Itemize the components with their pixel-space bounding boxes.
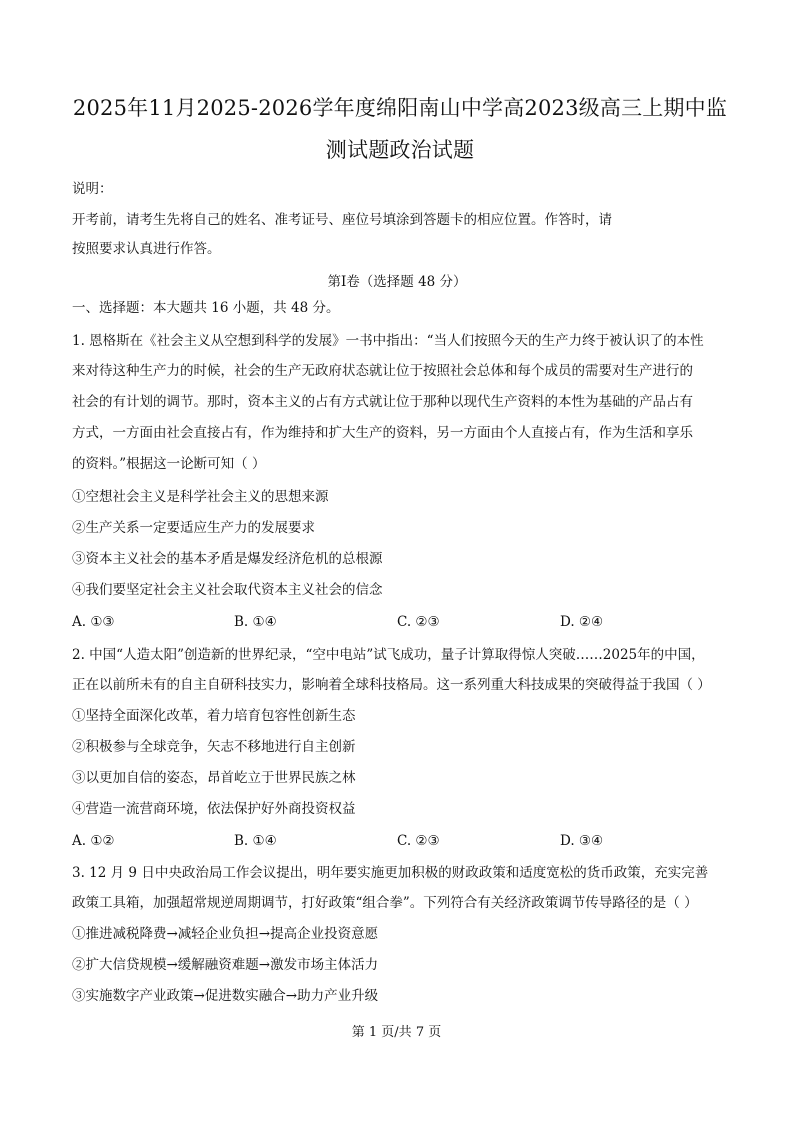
q1-stem-line-1: 1. 恩格斯在《社会主义从空想到科学的发展》一书中指出：“当人们按照今天的生产力终于被认识了的本性 [72, 333, 704, 349]
q3-item-2: ②扩大信贷规模→缓解融资难题→激发市场主体活力 [72, 957, 379, 973]
q2-option-d[interactable]: D. ③④ [560, 833, 604, 849]
q1-option-b[interactable]: B. ①④ [234, 614, 277, 630]
exam-title-line-1: 2025年11月2025-2026学年度绵阳南山中学高2023级高三上期中监 [72, 96, 728, 120]
q3-item-3: ③实施数字产业政策→促进数实融合→助力产业升级 [72, 988, 379, 1004]
q1-stem-line-4: 方式，一方面由社会直接占有，作为维持和扩大生产的资料，另一方面由个人直接占有，作为生活和享乐 [72, 425, 693, 441]
q2-option-c[interactable]: C. ②③ [397, 833, 440, 849]
q1-item-2: ②生产关系一定要适应生产力的发展要求 [72, 520, 315, 536]
q1-option-c[interactable]: C. ②③ [397, 614, 440, 630]
q2-stem-line-1: 2. 中国“人造太阳”创造新的世界纪录，“空中电站”试飞成功，量子计算取得惊人突破……2025年的中国， [72, 647, 705, 663]
q2-option-b[interactable]: B. ①④ [234, 833, 277, 849]
q1-option-a[interactable]: A. ①③ [72, 614, 115, 630]
q2-item-2: ②积极参与全球竞争，矢志不移地进行自主创新 [72, 739, 356, 755]
q1-stem-line-3: 社会的有计划的调节。那时，资本主义的占有方式就让位于那种以现代生产资料的本性为基础的产品占有 [72, 394, 693, 410]
q2-item-1: ①坚持全面深化改革，着力培育包容性创新生态 [72, 708, 356, 724]
q2-item-3: ③以更加自信的姿态，昂首屹立于世界民族之林 [72, 770, 356, 786]
page-footer: 第 1 页/共 7 页 [351, 1025, 442, 1040]
section-heading: 一、选择题：本大题共 16 小题，共 48 分。 [72, 300, 340, 316]
volume-heading: 第Ⅰ卷（选择题 48 分） [327, 274, 467, 290]
q1-option-d[interactable]: D. ②④ [560, 614, 604, 630]
q1-item-1: ①空想社会主义是科学社会主义的思想来源 [72, 489, 329, 505]
q2-item-4: ④营造一流营商环境，依法保护好外商投资权益 [72, 801, 356, 817]
q2-option-a[interactable]: A. ①② [72, 833, 115, 849]
instructions-line-1: 开考前，请考生先将自己的姓名、准考证号、座位号填涂到答题卡的相应位置。作答时，请 [72, 212, 612, 228]
exam-title-line-2: 测试题政治试题 [325, 138, 475, 162]
q1-stem-line-2: 来对待这种生产力的时候，社会的生产无政府状态就让位于按照社会总体和每个成员的需要对生产进行的 [72, 363, 693, 379]
q1-item-4: ④我们要坚定社会主义社会取代资本主义社会的信念 [72, 582, 383, 598]
instructions-line-2: 按照要求认真进行作答。 [72, 241, 221, 257]
q1-item-3: ③资本主义社会的基本矛盾是爆发经济危机的总根源 [72, 551, 383, 567]
instructions-heading: 说明： [72, 181, 113, 197]
q2-stem-line-2: 正在以前所未有的自主自研科技实力，影响着全球科技格局。这一系列重大科技成果的突破得益于我国（ ） [72, 677, 711, 693]
q1-stem-line-5: 的资料。”根据这一论断可知（ ） [72, 456, 266, 472]
q3-stem-line-1: 3. 12 月 9 日中央政治局工作会议提出，明年要实施更加积极的财政政策和适度宽松的货币政策，充实完善 [72, 865, 709, 881]
q3-stem-line-2: 政策工具箱，加强超常规逆周期调节，打好政策“组合拳”。下列符合有关经济政策调节传导路径的是（ ） [72, 895, 698, 911]
q3-item-1: ①推进减税降费→减轻企业负担→提高企业投资意愿 [72, 926, 379, 942]
